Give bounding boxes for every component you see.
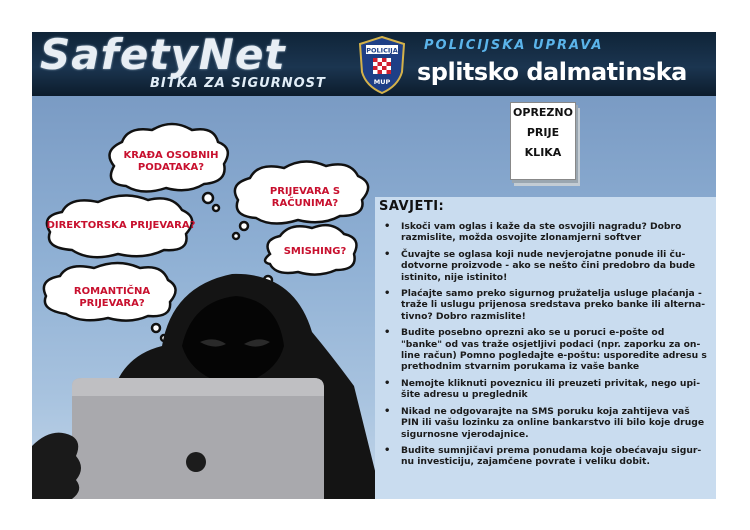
tips-list [375,221,716,473]
tip-item: • Plaćajte samo preko sigurnog pružatelja usluge plaćanja - traže li uslugu prijenosa sredstava preko banke ili alterna-tivno? Dobro razmislite! [401,288,708,322]
laptop [72,378,324,499]
tip-item: • Čuvajte se oglasa koji nude nevjerojatne ponude ili ču-dotvorne proizvode - ako se nešto čini predobro da bude istinito, nije istinito! [401,249,708,283]
org-name: splitsko dalmatinska [417,58,687,86]
tip-item: • Nikad ne odgovarajte na SMS poruku koja zahtijeva vaš PIN ili vašu lozinku za online bankarstvo ili bilo koje druge sigurnosne vjerodajnice. [401,406,708,440]
header-banner [32,32,716,96]
cloud-label-4: SMISHING? [283,246,347,257]
brand-tagline: BITKA ZA SIGURNOST [150,76,326,91]
sign-line-2: PRIJE [526,126,560,139]
hand [32,433,81,499]
cloud-label-1: KRAĐA OSOBNIH PODATAKA? [123,150,219,173]
badge-bottom-text: MUP [373,78,391,86]
cloud-label-2: PRIJEVARA S RAČUNIMA? [269,186,341,209]
tip-item: • Budite posebno oprezni ako se u poruci e-pošte od "banke" od vas traže osjetljivi podaci (npr. zaporku za on-line račun) Pomno pogledajte e-poštu: usporedite adresu s prethodnim stvarnim porukama iz vaše banke [401,327,708,373]
poster [32,32,716,499]
tips-panel [375,197,716,499]
tip-item: • Budite sumnjičavi prema ponudama koje obećavaju sigur-nu investiciju, zajamčene povrate i veliku dobit. [401,445,708,468]
caution-sign [510,102,576,180]
cloud-label-5: ROMANTIČNA PRIJEVARA? [73,286,151,309]
tip-item: • Nemojte kliknuti poveznicu ili preuzeti privitak, nego upi-šite adresu u preglednik [401,378,708,401]
badge-top-text: POLICIJA [366,46,398,55]
brand-logo: SafetyNet [40,32,286,79]
org-title: POLICIJSKA UPRAVA [424,38,604,53]
sign-line-1: OPREZNO [513,106,573,119]
sign-line-3: KLIKA [524,146,562,159]
tips-heading: SAVJETI: [379,199,445,214]
cloud-label-3: DIREKTORSKA PRIJEVARA? [46,220,196,231]
tip-item: • Iskoči vam oglas i kaže da ste osvojili nagradu? Dobro razmislite, možda osvojite zlonamjerni softver [401,221,708,244]
police-badge-icon [358,36,406,94]
